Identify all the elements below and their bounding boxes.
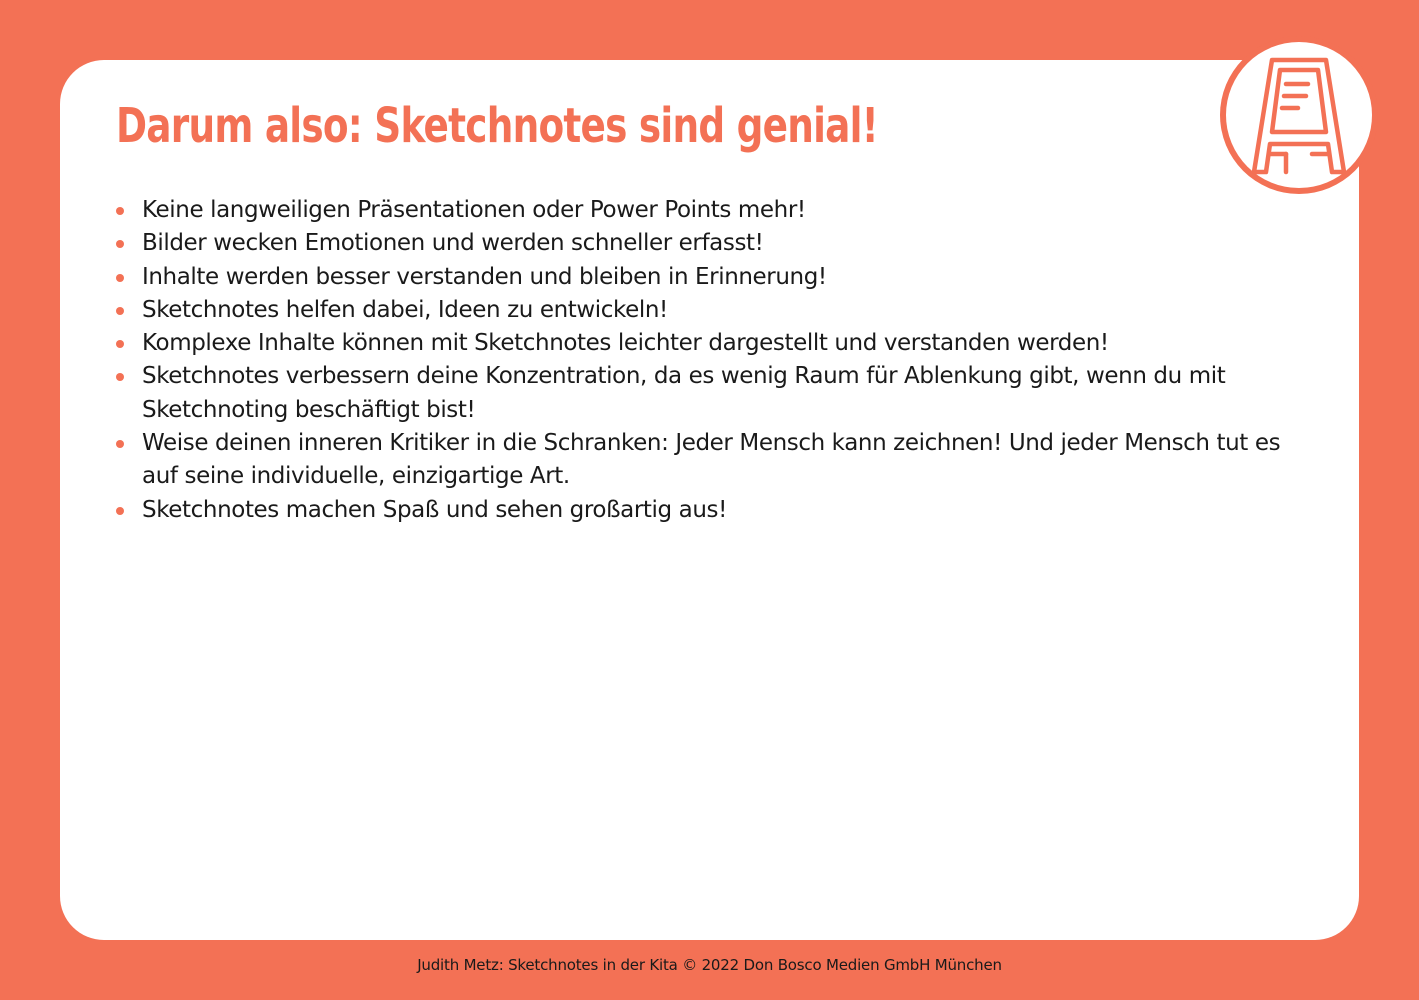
bullet-icon [116, 340, 124, 348]
page-title: Darum also: Sketchnotes sind genial! [116, 98, 878, 154]
list-item: Keine langweiligen Präsentationen oder Power Points mehr! [116, 194, 1306, 227]
bullet-icon [116, 440, 124, 448]
list-item: Sketchnotes helfen dabei, Ideen zu entwickeln! [116, 294, 1306, 327]
list-item: Sketchnotes machen Spaß und sehen großartig aus! [116, 494, 1306, 527]
list-item: Komplexe Inhalte können mit Sketchnotes leichter dargestellt und verstanden werden! [116, 327, 1306, 360]
bullet-icon [116, 240, 124, 248]
bullet-icon [116, 207, 124, 215]
corner-badge [1220, 36, 1378, 194]
bullet-icon [116, 274, 124, 282]
easel-sign-icon [1250, 54, 1348, 176]
list-item: Bilder wecken Emotionen und werden schneller erfasst! [116, 227, 1306, 260]
bullet-icon [116, 507, 124, 515]
list-item: Inhalte werden besser verstanden und bleiben in Erinnerung! [116, 261, 1306, 294]
copyright-footer: Judith Metz: Sketchnotes in der Kita © 2022 Don Bosco Medien GmbH München [417, 956, 1002, 974]
bullet-icon [116, 307, 124, 315]
bullet-list [116, 194, 1306, 527]
bullet-icon [116, 373, 124, 381]
list-item: Sketchnotes verbessern deine Konzentration, da es wenig Raum für Ablenkung gibt, wenn du mit Sketchnoting beschäftigt bist! [116, 360, 1306, 427]
list-item: Weise deinen inneren Kritiker in die Schranken: Jeder Mensch kann zeichnen! Und jeder Mensch tut es auf seine individuelle, einzigartige Art. [116, 427, 1306, 494]
